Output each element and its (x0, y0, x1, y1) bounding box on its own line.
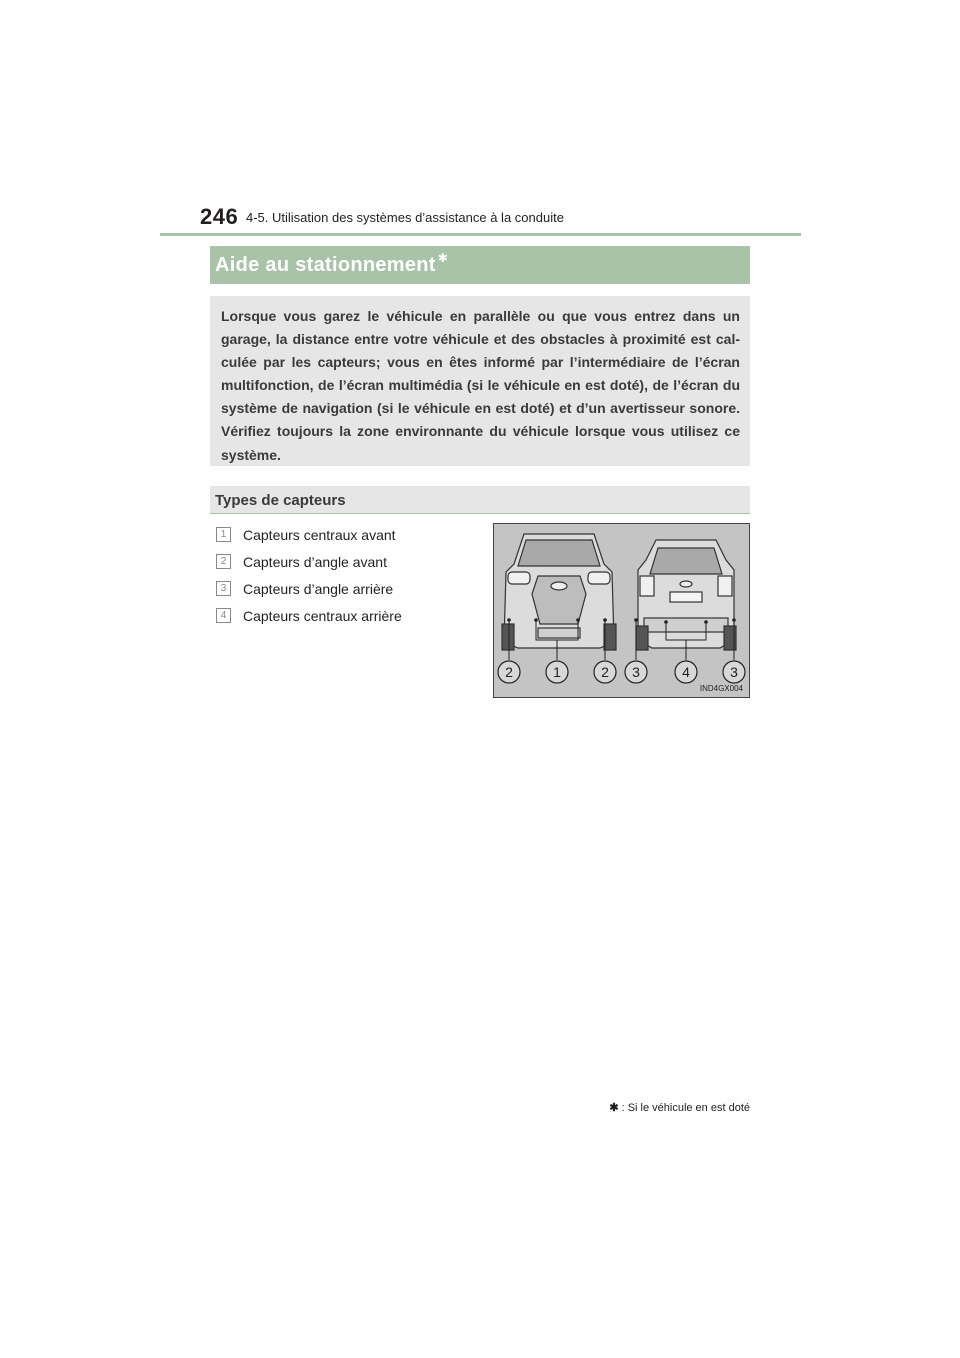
vehicle-illustration (494, 524, 749, 697)
intro-text: Lorsque vous garez le véhicule en parallèle ou que vous entrez dans un garage, la distance entre votre véhicule et des obstacles à proximité est cal-culée par les capteurs; vous en êtes informé par l’intermédiaire de l’écran multifonction, de l’écran multimédia (si le véhicule en est doté), de l’écran du système de navigation (si le véhicule en est doté) et d’un avertisseur sonore. Vérifiez toujours la zone environnante du véhicule lorsque vous utilisez ce système. (221, 308, 740, 463)
callout-label: 2 (601, 664, 609, 680)
page-number: 246 (200, 204, 239, 229)
callout-label: 3 (730, 664, 738, 680)
footnote-text: : Si le véhicule en est doté (621, 1102, 750, 1114)
list-item (216, 548, 402, 575)
section-title: 4-5. Utilisation des systèmes d’assistance à la conduite (246, 210, 564, 225)
asterisk-icon: ✱ (437, 251, 449, 265)
list-item (216, 521, 402, 548)
number-badge: 3 (216, 581, 231, 596)
sensor-label: Capteurs d’angle avant (243, 553, 387, 570)
asterisk-icon: ✱ (609, 1102, 619, 1114)
subsection-title (210, 486, 750, 513)
sensor-label: Capteurs centraux arrière (243, 607, 402, 624)
subsection-title-text: Types de capteurs (215, 492, 346, 509)
intro-box (210, 296, 750, 466)
callout-label: 1 (553, 664, 561, 680)
header-rule (160, 233, 801, 236)
figure-code: IND4GX004 (699, 684, 743, 693)
rear-vehicle-drawing (636, 540, 736, 650)
page-title (210, 246, 750, 284)
sensor-label: Capteurs centraux avant (243, 526, 396, 543)
callout-label: 4 (682, 664, 690, 680)
sensor-diagram (493, 523, 750, 698)
page-title-text: Aide au stationnement (215, 254, 436, 276)
number-badge: 4 (216, 608, 231, 623)
sensor-label: Capteurs d’angle arrière (243, 580, 394, 597)
sensor-list (216, 521, 402, 629)
front-vehicle-drawing (502, 534, 616, 650)
list-item (216, 575, 402, 602)
subsection-rule (210, 513, 750, 514)
callout-label: 3 (632, 664, 640, 680)
number-badge: 2 (216, 554, 231, 569)
footnote (609, 1101, 750, 1114)
number-badge: 1 (216, 527, 231, 542)
callout-label: 2 (505, 664, 513, 680)
list-item (216, 602, 402, 629)
